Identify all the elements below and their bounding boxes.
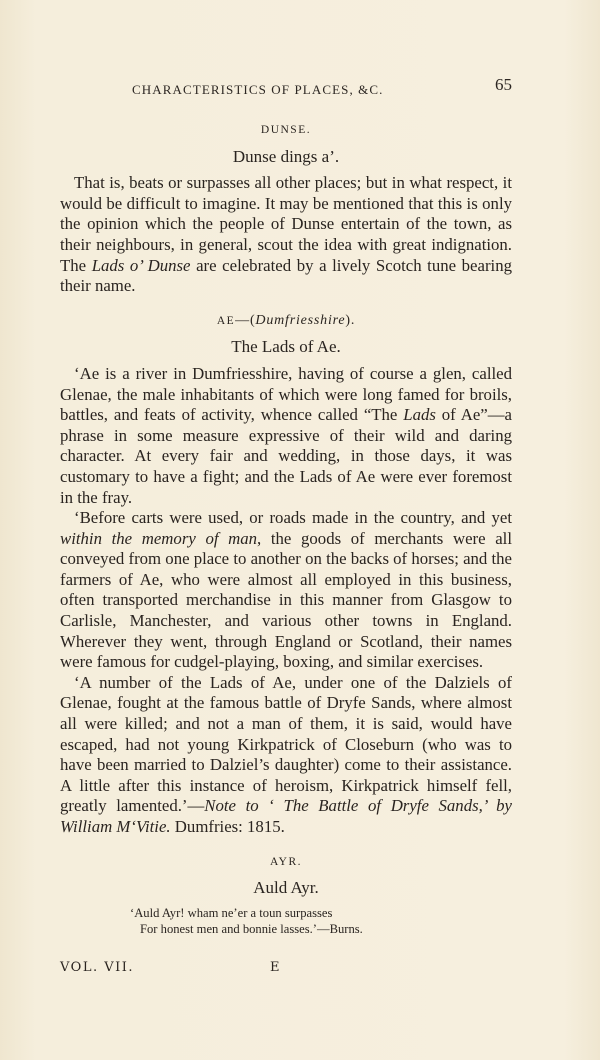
italic-run: Lads (403, 405, 436, 425)
page-content (60, 72, 512, 937)
running-head (60, 72, 512, 100)
italic-run: Note to ‘ The Battle of Dryfe Sands,’ by William M‘Vitie. (60, 796, 513, 836)
title-smallcaps: AE (216, 314, 236, 327)
text-run: of Ae”—a phrase in some measure expressive of their wild and daring character. At every fair and wedding, in those days, it was customary to have a fight; and the Lads of Ae were ever foremost in the fray. (60, 405, 512, 507)
running-title: CHARACTERISTICS OF PLACES, &C. (132, 82, 384, 97)
signature-mark: E (270, 960, 281, 975)
text-run: Dumfries: 1815. (170, 817, 285, 836)
proverb-ae: The Lads of Ae. (231, 337, 341, 357)
volume-label: VOL. VII. (60, 960, 135, 975)
text-run: ‘A number of the Lads of Ae, under one of the Dalziels of Glenae, fought at the famous battle of Dryfe Sands, where almost all were killed; and not a man of them, it is said, would have escaped, had not young Kirkpatrick of Closeburn (who was to have been married to Dalziel’s daughter) come to their assistance. A little after this instance of heroism, Kirkpatrick himself fell, greatly lamented.’— (60, 672, 512, 816)
verse-line-1: ‘Auld Ayr! wham ne’er a toun surpasses (130, 905, 333, 920)
italic-run: Lads o’ Dunse (91, 255, 191, 275)
page-number: 65 (495, 75, 512, 94)
italic-run: within the memory of man (60, 528, 258, 548)
paragraph-ae-3 (60, 673, 512, 838)
proverb-dunse: Dunse dings a’. (232, 146, 340, 166)
text-run: , the goods of merchants were all conveyed from one place to another on the backs of horses; and the farmers of Ae, who were almost all employed in this business, often transported merchandise in this manner from Glasgow to Carlisle, Manchester, and various other towns in England. Wherever they went, through England or Scotland, their names were famous for cudgel-playing, boxing, and similar exercises. (60, 528, 513, 672)
section-title-ayr: AYR. (269, 855, 303, 868)
verse-quote (130, 905, 512, 937)
title-punct: ). (345, 312, 356, 328)
verse-line-2: For honest men and bonnie lasses.’—Burns. (140, 921, 363, 936)
text-run: That is, beats or surpasses all other places; but in what respect, it would be difficult to imagine. It may be mentioned that this is only the opinion which the people of Dunse entertain of the town, as their neighbours, in general, scout the idea with great indignation. The (60, 173, 512, 275)
paragraph-ae-1 (60, 364, 512, 508)
section-title-dunse: DUNSE. (260, 124, 312, 136)
paragraph-ae-2 (60, 508, 512, 673)
title-italic: Dumfriesshire (255, 312, 346, 328)
text-run: are celebrated by a lively Scotch tune bearing their name. (60, 255, 512, 296)
title-punct: —( (235, 312, 256, 328)
proverb-ayr: Auld Ayr. (253, 878, 319, 898)
text-run: ‘Before carts were used, or roads made in the country, and yet (74, 508, 512, 528)
text-run: ‘Ae is a river in Dumfriesshire, having of course a glen, called Glenae, the male inhabitants of which were long famed for broils, battles, and feats of activity, whence called “The (60, 363, 512, 425)
paragraph-dunse (60, 173, 512, 297)
section-title-ae (60, 311, 512, 332)
